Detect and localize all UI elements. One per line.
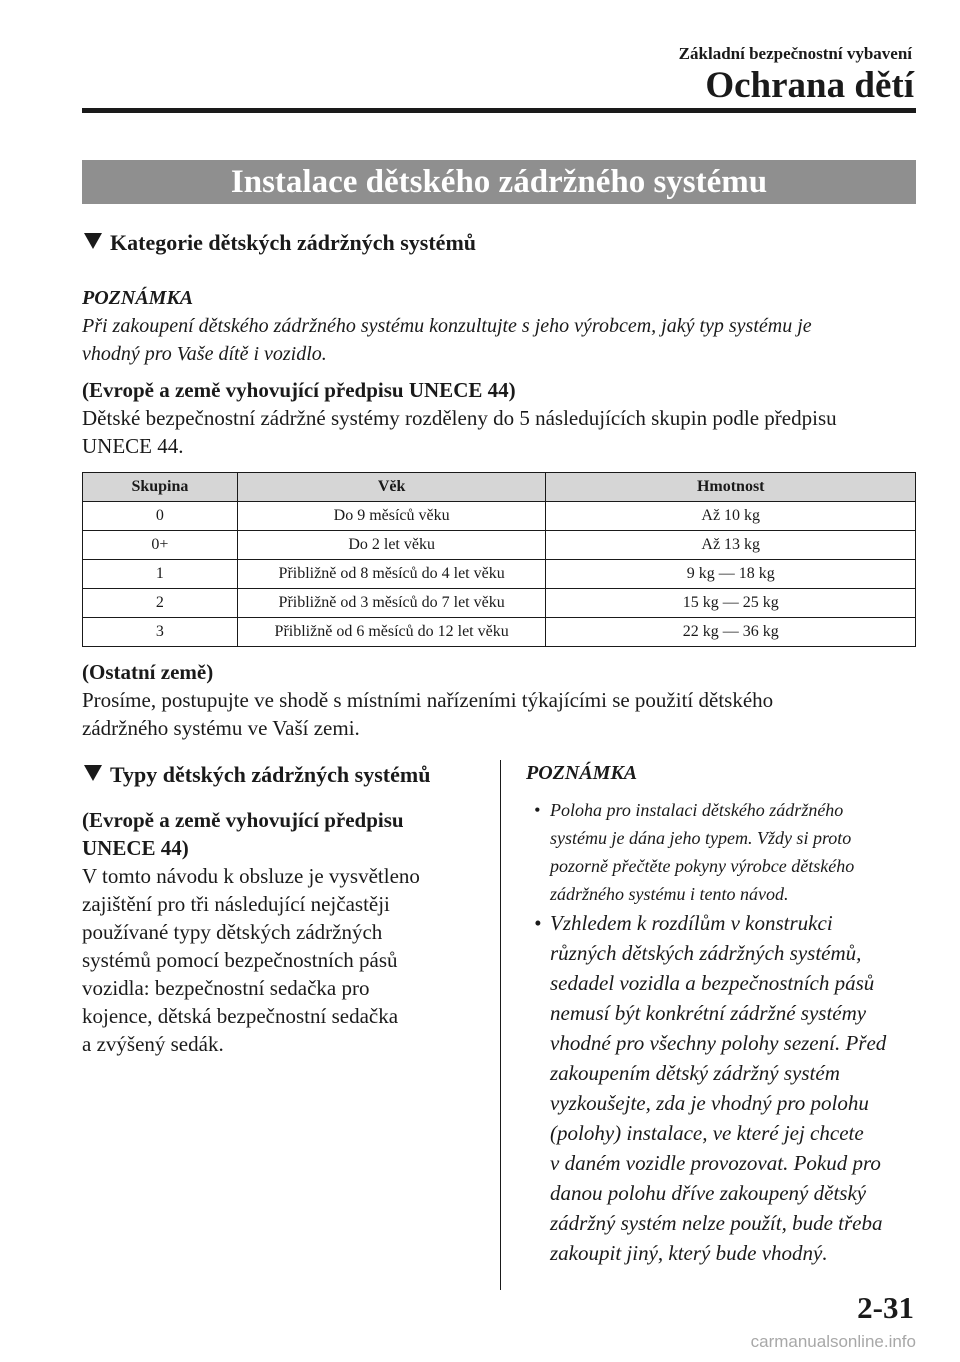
page-number: 2-31 bbox=[857, 1290, 914, 1325]
bullet-dot-icon: • bbox=[534, 911, 542, 935]
section1-heading-text: Kategorie dětských zádržných systémů bbox=[110, 230, 477, 255]
body-line: zajištění pro tři následující nejčastěji bbox=[82, 892, 390, 916]
cell-age: Přibližně od 3 měsíců do 7 let věku bbox=[237, 589, 546, 618]
bullet-line: vhodné pro všechny polohy sezení. Před bbox=[550, 1031, 887, 1055]
bullet-line: Poloha pro instalaci dětského zádržného bbox=[550, 800, 844, 820]
body-line: a zvýšený sedák. bbox=[82, 1032, 224, 1056]
europe-heading-line: (Evropě a země vyhovující předpisu bbox=[82, 808, 404, 832]
cell-age: Přibližně od 6 měsíců do 12 let věku bbox=[237, 618, 546, 647]
europe-heading-line: UNECE 44) bbox=[82, 836, 189, 860]
bullet-line: (polohy) instalace, ve které jej chcete bbox=[550, 1121, 864, 1145]
running-header-section: Základní bezpečnostní vybavení bbox=[678, 44, 912, 63]
other-countries-heading: (Ostatní země) bbox=[82, 660, 214, 684]
bullet-line: různých dětských zádržných systémů, bbox=[550, 941, 862, 965]
note2-bullet-2 bbox=[532, 908, 922, 1268]
cell-age: Přibližně od 8 měsíců do 4 let věku bbox=[237, 560, 546, 589]
bullet-dot-icon: • bbox=[534, 800, 541, 820]
cell-group: 3 bbox=[83, 618, 238, 647]
section2-heading-text: Typy dětských zádržných systémů bbox=[110, 762, 431, 787]
bullet-line: vyzkoušejte, zda je vhodný pro polohu bbox=[550, 1091, 869, 1115]
triangle-marker-icon bbox=[84, 233, 102, 249]
europe-text bbox=[82, 404, 922, 460]
column-divider bbox=[500, 760, 501, 1290]
body-line: používané typy dětských zádržných bbox=[82, 920, 383, 944]
cell-age: Do 2 let věku bbox=[237, 531, 546, 560]
table-row bbox=[83, 531, 916, 560]
note-text bbox=[82, 312, 922, 368]
section2-europe-heading bbox=[82, 806, 404, 862]
cell-group: 0+ bbox=[83, 531, 238, 560]
bullet-line: zakoupením dětský zádržný systém bbox=[550, 1061, 840, 1085]
cell-group: 1 bbox=[83, 560, 238, 589]
body-line: vozidla: bezpečnostní sedačka pro bbox=[82, 976, 370, 1000]
note-title: POZNÁMKA bbox=[82, 287, 194, 309]
section2-body-text bbox=[82, 862, 482, 1058]
europe-line: UNECE 44. bbox=[82, 434, 184, 458]
cell-weight: 9 kg — 18 kg bbox=[546, 560, 916, 589]
table-header-row bbox=[83, 473, 916, 502]
note2-bullet-1 bbox=[532, 796, 922, 908]
europe-heading: (Evropě a země vyhovující předpisu UNECE 44) bbox=[82, 378, 516, 402]
bullet-line: sedadel vozidla a bezpečnostních pásů bbox=[550, 971, 875, 995]
groups-table bbox=[82, 472, 916, 647]
note-line: Při zakoupení dětského zádržného systému konzultujte s jeho výrobcem, jaký typ systému je bbox=[82, 315, 812, 337]
table-row bbox=[83, 560, 916, 589]
body-line: kojence, dětská bezpečnostní sedačka bbox=[82, 1004, 399, 1028]
bullet-line: zádržného systému i tento návod. bbox=[550, 884, 789, 904]
cell-weight: Až 10 kg bbox=[546, 502, 916, 531]
note2-bullets bbox=[532, 796, 922, 1268]
table-row bbox=[83, 502, 916, 531]
note-line: vhodný pro Vaše dítě i vozidlo. bbox=[82, 343, 327, 365]
bullet-line: systému je dána jeho typem. Vždy si proto bbox=[550, 828, 852, 848]
bullet-line: zakoupit jiný, který bude vhodný. bbox=[550, 1241, 828, 1265]
header-vek: Věk bbox=[237, 473, 546, 502]
table-row bbox=[83, 618, 916, 647]
bullet-line: zádržný systém nelze použít, bude třeba bbox=[550, 1211, 883, 1235]
bullet-line: pozorně přečtěte pokyny výrobce dětského bbox=[550, 856, 855, 876]
running-header-chapter: Ochrana dětí bbox=[705, 65, 914, 106]
bullet-line: danou polohu dříve zakoupený dětský bbox=[550, 1181, 867, 1205]
section2-heading bbox=[84, 762, 430, 788]
table-row bbox=[83, 589, 916, 618]
other-countries-text bbox=[82, 686, 922, 742]
cell-weight: Až 13 kg bbox=[546, 531, 916, 560]
note2-title: POZNÁMKA bbox=[526, 762, 638, 784]
section1-heading bbox=[84, 230, 476, 256]
body-line: V tomto návodu k obsluze je vysvětleno bbox=[82, 864, 420, 888]
body-line: systémů pomocí bezpečnostních pásů bbox=[82, 948, 398, 972]
cell-weight: 15 kg — 25 kg bbox=[546, 589, 916, 618]
watermark-text: carmanualsonline.info bbox=[750, 1332, 916, 1351]
europe-line: Dětské bezpečnostní zádržné systémy rozděleny do 5 následujících skupin podle předpisu bbox=[82, 406, 837, 430]
other-line: zádržného systému ve Vaší zemi. bbox=[82, 716, 360, 740]
other-line: Prosíme, postupujte ve shodě s místními nařízeními týkajícími se použití dětského bbox=[82, 688, 774, 712]
page-banner-title: Instalace dětského zádržného systému bbox=[82, 160, 916, 204]
bullet-line: nemusí být konkrétní zádržné systémy bbox=[550, 1001, 867, 1025]
bullet-line: Vzhledem k rozdílům v konstrukci bbox=[550, 911, 833, 935]
cell-group: 2 bbox=[83, 589, 238, 618]
bullet-line: v daném vozidle provozovat. Pokud pro bbox=[550, 1151, 881, 1175]
cell-group: 0 bbox=[83, 502, 238, 531]
header-hmotnost: Hmotnost bbox=[546, 473, 916, 502]
triangle-marker-icon bbox=[84, 765, 102, 781]
cell-weight: 22 kg — 36 kg bbox=[546, 618, 916, 647]
header-rule bbox=[82, 108, 916, 113]
cell-age: Do 9 měsíců věku bbox=[237, 502, 546, 531]
header-skupina: Skupina bbox=[83, 473, 238, 502]
